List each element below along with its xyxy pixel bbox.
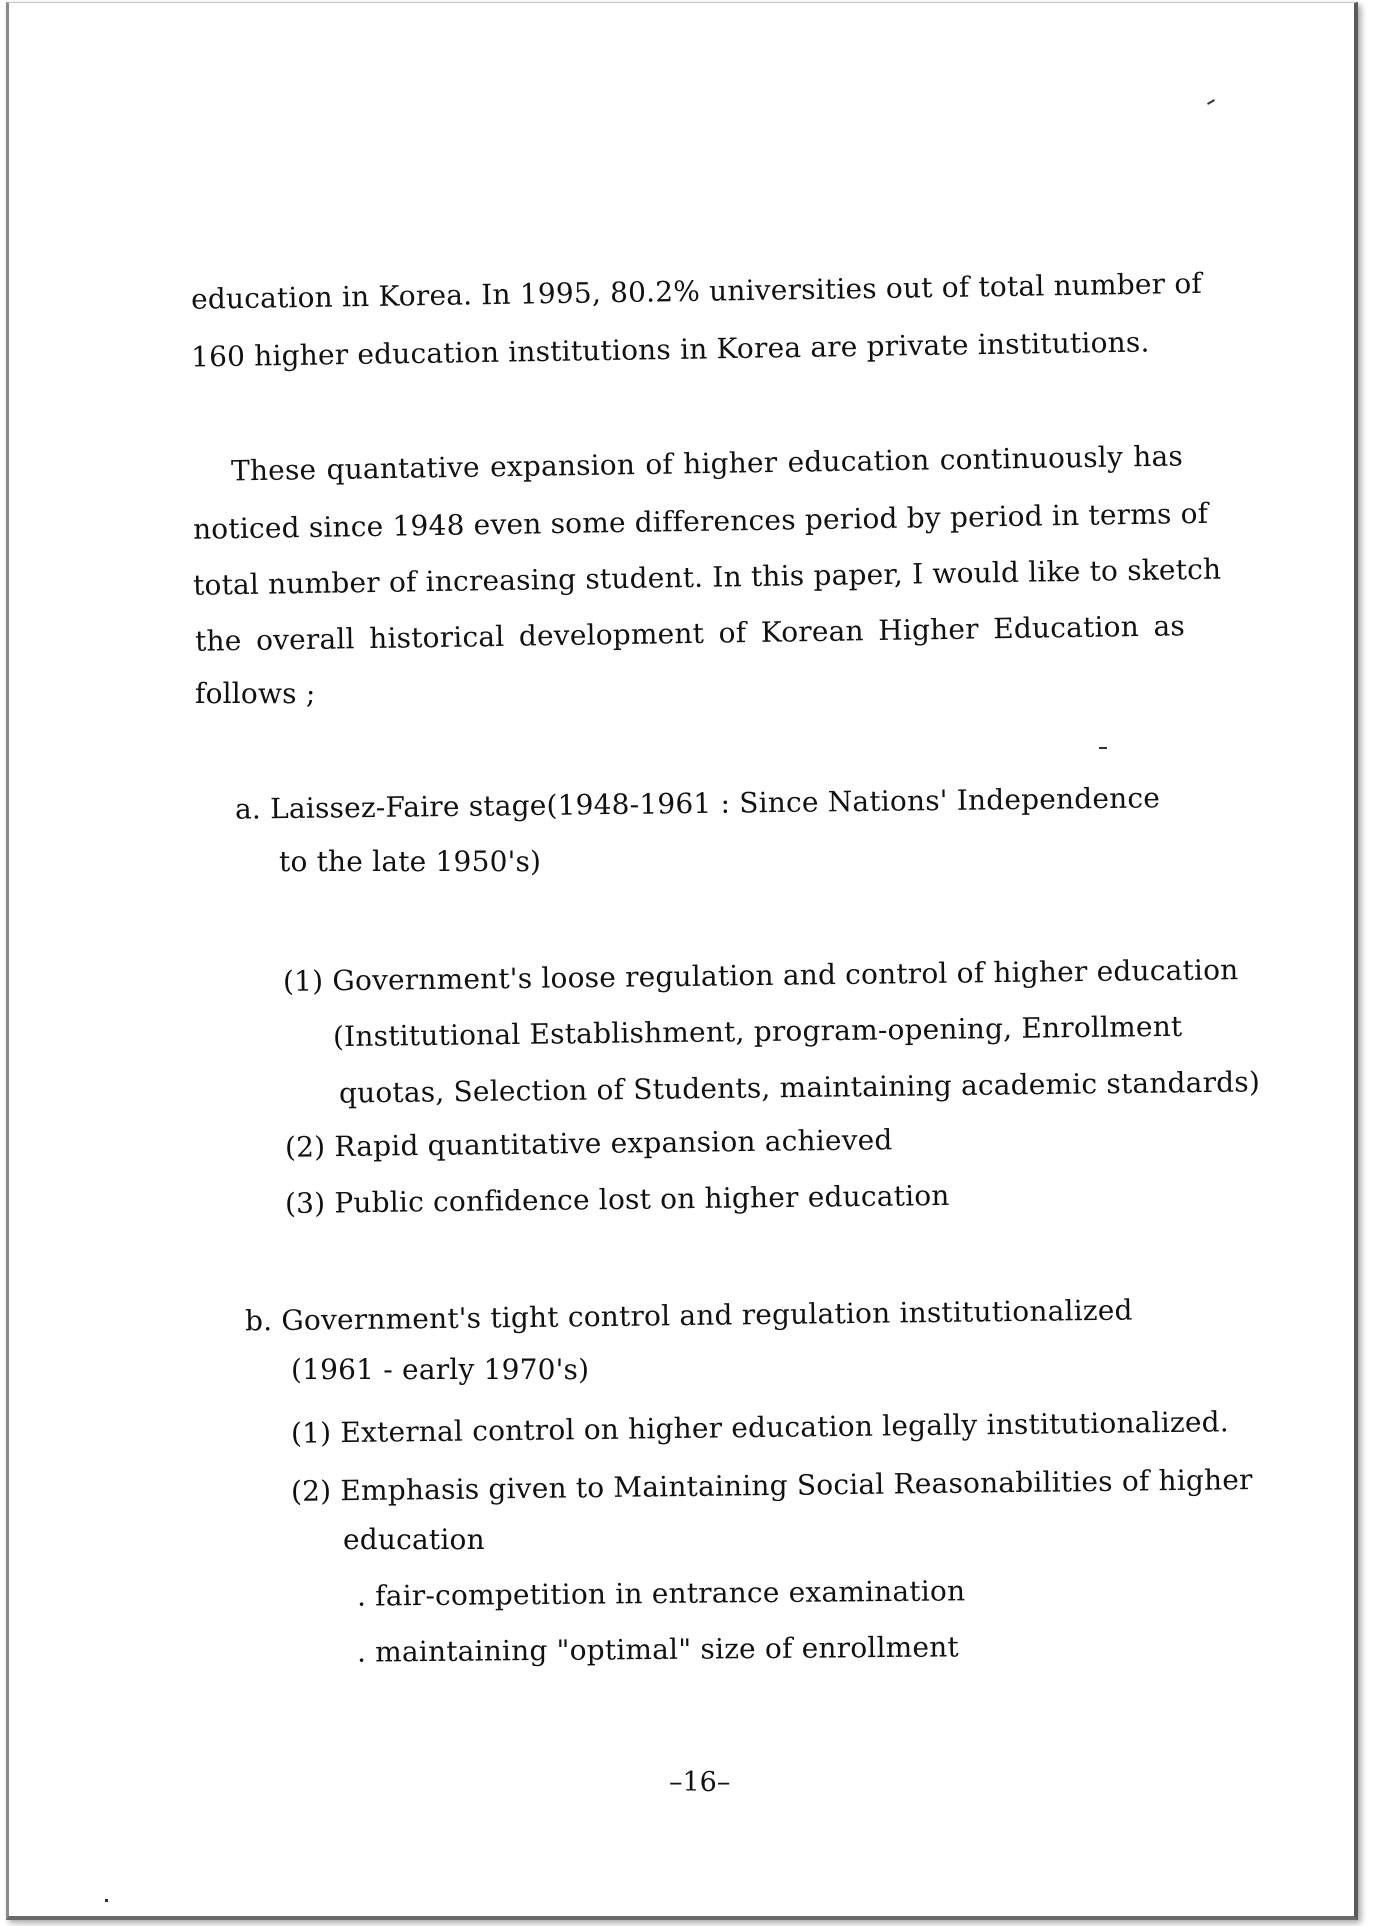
- section-b-heading-line-1: b. Government's tight control and regulation institutionalized: [244, 1293, 1133, 1338]
- section-a-item-1-line-3: quotas, Selection of Students, maintaining academic standards): [338, 1065, 1261, 1110]
- section-b-item-2-line-2: education: [343, 1523, 485, 1556]
- paragraph-2-line-5: follows ;: [195, 677, 316, 710]
- scan-speck: [105, 1899, 108, 1902]
- section-b-bullet-2: . maintaining "optimal" size of enrollment: [356, 1630, 959, 1669]
- paragraph-1-line-2: 160 higher education institutions in Korea are private institutions.: [190, 325, 1150, 374]
- section-b-heading-line-2: (1961 - early 1970's): [291, 1353, 590, 1386]
- paragraph-2-line-3: total number of increasing student. In this paper, I would like to sketch: [192, 552, 1222, 602]
- section-a-heading-line-1: a. Laissez-Faire stage(1948-1961 : Since Nations' Independence: [234, 781, 1161, 826]
- paragraph-1-line-1: education in Korea. In 1995, 80.2% universities out of total number of: [190, 266, 1203, 316]
- scan-speck: [1207, 99, 1215, 105]
- section-b-item-1: (1) External control on higher education legally institutionalized.: [290, 1405, 1230, 1450]
- section-a-heading-line-2: to the late 1950's): [279, 845, 542, 878]
- paragraph-2-line-1: These quantative expansion of higher education continuously has: [230, 439, 1184, 488]
- scan-speck: [1099, 747, 1107, 749]
- paragraph-2-line-4: the overall historical development of Korean Higher Education as: [194, 609, 1186, 658]
- paragraph-2-line-2: noticed since 1948 even some differences period by period in terms of: [192, 496, 1209, 546]
- section-b-item-2-line-1: (2) Emphasis given to Maintaining Social Reasonabilities of higher: [290, 1463, 1253, 1508]
- page-number: –16–: [669, 1767, 731, 1798]
- section-a-item-2: (2) Rapid quantitative expansion achieved: [284, 1123, 893, 1164]
- section-a-item-1-line-1: (1) Government's loose regulation and control of higher education: [282, 953, 1239, 998]
- document-page: [6, 2, 1358, 1920]
- section-b-bullet-1: . fair-competition in entrance examination: [356, 1574, 966, 1613]
- section-a-item-1-line-2: (Institutional Establishment, program-opening, Enrollment: [332, 1009, 1183, 1054]
- section-a-item-3: (3) Public confidence lost on higher education: [284, 1178, 950, 1221]
